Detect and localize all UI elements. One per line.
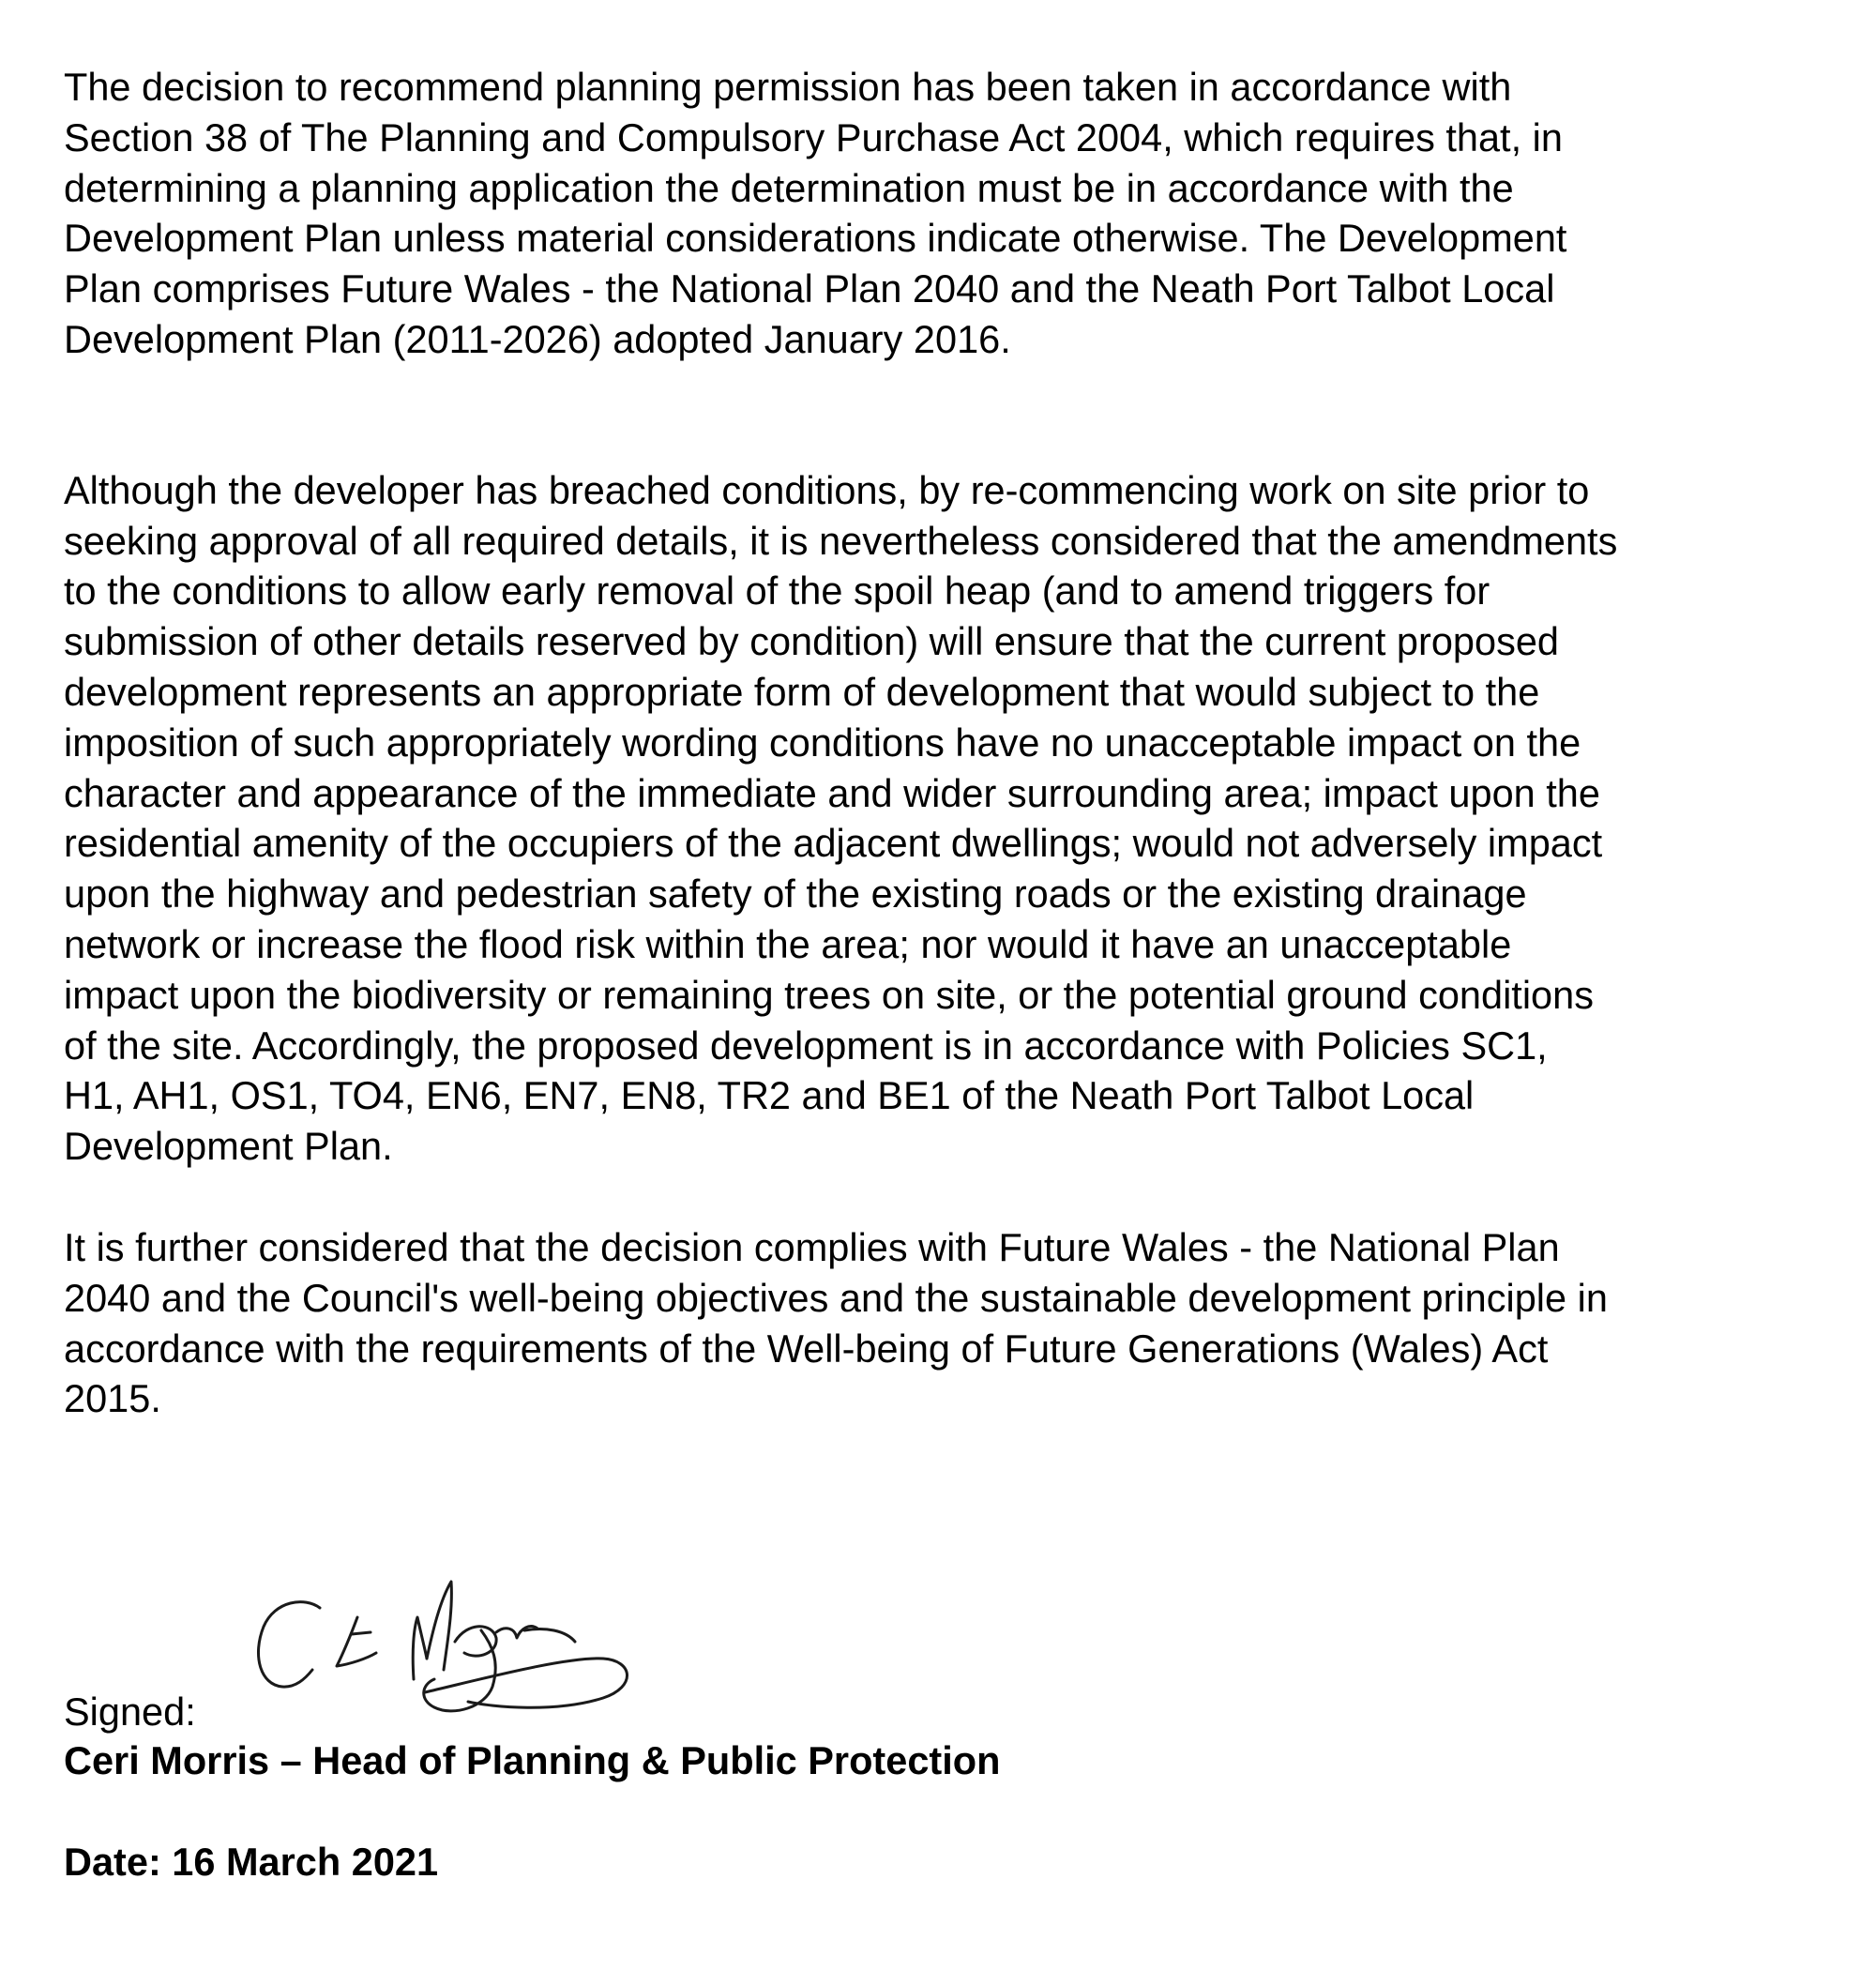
- text-line: 2040 and the Council's well-being objectives and the sustainable development principle in: [64, 1275, 1608, 1320]
- signature-block: [64, 1576, 1283, 1951]
- paragraph-decision-basis: [64, 62, 1846, 365]
- signature-date: Date: 16 March 2021: [64, 1840, 439, 1884]
- text-line: residential amenity of the occupiers of the adjacent dwellings; would not adversely impact: [64, 821, 1603, 866]
- text-line: seeking approval of all required details, it is nevertheless considered that the amendments: [64, 518, 1618, 563]
- text-line: Although the developer has breached conditions, by re-commencing work on site prior to: [64, 467, 1590, 512]
- text-line: imposition of such appropriately wording conditions have no unacceptable impact on the: [64, 720, 1581, 765]
- text-line: character and appearance of the immediate and wider surrounding area; impact upon the: [64, 770, 1600, 815]
- text-line: network or increase the flood risk within the area; nor would it have an unacceptable: [64, 921, 1512, 966]
- text-line: Plan comprises Future Wales - the National Plan 2040 and the Neath Port Talbot Local: [64, 266, 1555, 311]
- text-line: Development Plan unless material considerations indicate otherwise. The Development: [64, 216, 1567, 261]
- text-line: accordance with the requirements of the Well-being of Future Generations (Wales) Act: [64, 1326, 1549, 1371]
- text-line: It is further considered that the decision complies with Future Wales - the National Plan: [64, 1224, 1560, 1269]
- paragraph-assessment: [64, 465, 1846, 1172]
- text-line: of the site. Accordingly, the proposed development is in accordance with Policies SC1,: [64, 1023, 1548, 1068]
- text-line: The decision to recommend planning permission has been taken in accordance with: [64, 65, 1512, 109]
- signer-name-title: Ceri Morris – Head of Planning & Public Protection: [64, 1738, 1001, 1782]
- text-line: Section 38 of The Planning and Compulsory Purchase Act 2004, which requires that, in: [64, 114, 1563, 159]
- text-line: 2015.: [64, 1376, 161, 1421]
- document-body: [64, 62, 1846, 1424]
- text-line: determining a planning application the determination must be in accordance with the: [64, 165, 1514, 210]
- text-line: upon the highway and pedestrian safety of the existing roads or the existing drainage: [64, 871, 1527, 917]
- text-line: Development Plan.: [64, 1124, 393, 1169]
- text-line: H1, AH1, OS1, TO4, EN6, EN7, EN8, TR2 and BE1 of the Neath Port Talbot Local: [64, 1073, 1475, 1118]
- paragraph-compliance: [64, 1222, 1846, 1424]
- text-line: Development Plan (2011-2026) adopted January 2016.: [64, 316, 1011, 361]
- text-line: to the conditions to allow early removal of the spoil heap (and to amend triggers for: [64, 568, 1490, 614]
- text-line: development represents an appropriate form of development that would subject to the: [64, 669, 1540, 714]
- handwritten-signature: [247, 1576, 734, 1735]
- signed-label: Signed:: [64, 1690, 196, 1734]
- text-line: impact upon the biodiversity or remaining trees on site, or the potential ground conditions: [64, 972, 1594, 1017]
- text-line: submission of other details reserved by condition) will ensure that the current proposed: [64, 619, 1559, 664]
